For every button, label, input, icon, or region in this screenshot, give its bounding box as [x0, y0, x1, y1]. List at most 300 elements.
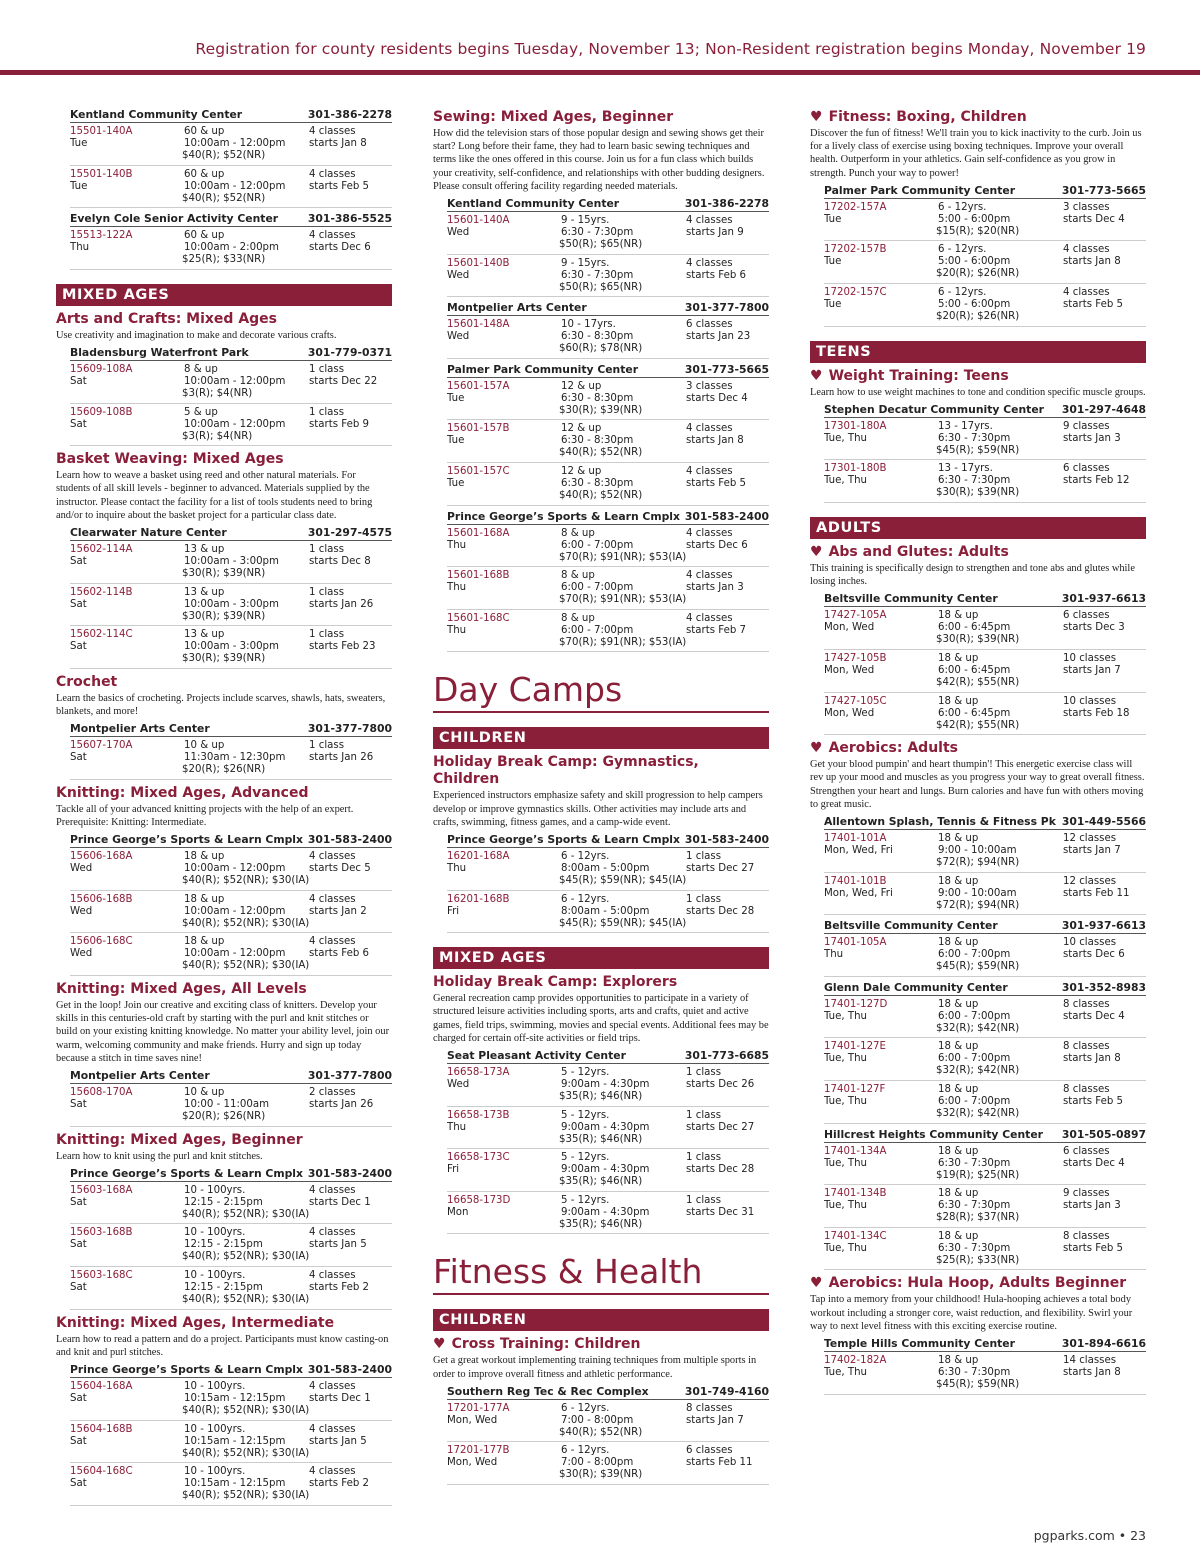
class-count: 9 classes [1063, 1188, 1110, 1200]
class-start: starts Dec 4 [1063, 213, 1125, 225]
program-title-text: Aerobics: Hula Hoop, Adults Beginner [828, 1275, 1127, 1292]
class-time: 6:30 - 7:30pm [938, 432, 1011, 444]
class-age: 10 - 100yrs. [184, 1466, 246, 1478]
class-age: 18 & up [938, 1041, 979, 1053]
class-time: 6:00 - 6:45pm [938, 622, 1011, 634]
class-fee: $19(R); $25(NR) [936, 1169, 1020, 1181]
class-count: 8 classes [1063, 1083, 1110, 1095]
class-time: 6:30 - 8:30pm [561, 392, 634, 404]
class-row [70, 1084, 392, 1127]
class-row [70, 541, 392, 584]
class-start: starts Jan 8 [686, 435, 744, 447]
section-band: CHILDREN [433, 1309, 769, 1331]
class-days: Thu [447, 539, 467, 551]
program-title-text: Basket Weaving: Mixed Ages [56, 451, 284, 468]
class-time: 6:00 - 6:45pm [938, 707, 1011, 719]
class-row [447, 463, 769, 506]
facility-header [447, 196, 769, 212]
category-heading: Fitness & Health [433, 1252, 769, 1295]
class-row [824, 241, 1146, 284]
class-row [824, 284, 1146, 327]
class-code[interactable]: 16201-168A [447, 850, 510, 862]
class-fee: $45(R); $59(NR); $45(IA) [559, 874, 687, 886]
facility-name: Stephen Decatur Community Center [824, 402, 1044, 416]
facility-name: Southern Reg Tec & Rec Complex [447, 1384, 649, 1398]
class-code[interactable]: 15601-168A [447, 527, 510, 539]
program-title [56, 311, 392, 328]
class-start: starts Jan 7 [1063, 844, 1121, 856]
program-description: Learn how to knit using the purl and knit stitches. [56, 1150, 263, 1162]
class-count: 4 classes [686, 465, 733, 477]
class-code[interactable]: 17401-105A [824, 937, 887, 949]
class-start: starts Dec 4 [1063, 1010, 1125, 1022]
class-age: 10 - 100yrs. [184, 1423, 246, 1435]
class-count: 3 classes [1063, 201, 1110, 213]
class-code[interactable]: 17401-134A [824, 1145, 887, 1157]
class-code[interactable]: 15608-170A [70, 1086, 133, 1098]
class-fee: $35(R); $46(NR) [559, 1176, 643, 1188]
class-time: 9:00am - 4:30pm [561, 1164, 650, 1176]
class-days: Tue [70, 180, 88, 192]
program-title [56, 1315, 392, 1332]
class-code[interactable]: 16658-173C [447, 1152, 510, 1164]
class-age: 8 & up [561, 527, 595, 539]
class-time: 6:30 - 8:30pm [561, 477, 634, 489]
class-days: Thu [70, 242, 90, 254]
class-days: Sat [70, 598, 87, 610]
facility-phone: 301-386-2278 [307, 108, 392, 121]
class-count: 6 classes [686, 319, 733, 331]
class-start: starts Dec 1 [309, 1392, 371, 1404]
class-row [70, 584, 392, 627]
class-days: Tue [824, 256, 842, 268]
class-fee: $35(R); $46(NR) [559, 1133, 643, 1145]
class-code[interactable]: 16201-168B [447, 893, 510, 905]
class-code[interactable]: 16658-173A [447, 1066, 510, 1078]
class-code[interactable]: 17401-101B [824, 875, 887, 887]
class-code[interactable]: 17201-177A [447, 1402, 510, 1414]
facility-header [824, 814, 1146, 830]
heart-icon: ♥ [433, 1336, 446, 1353]
facility-header [824, 980, 1146, 996]
class-days: Tue, Thu [824, 1053, 868, 1065]
class-age: 18 & up [938, 937, 979, 949]
class-code[interactable]: 17401-101A [824, 832, 887, 844]
class-start: starts Feb 2 [309, 1281, 370, 1293]
class-age: 9 - 15yrs. [561, 257, 610, 269]
facility-header [70, 721, 392, 737]
facility-header [447, 832, 769, 848]
class-code[interactable]: 17301-180A [824, 420, 887, 432]
class-code[interactable]: 15601-140B [447, 257, 510, 269]
class-age: 13 & up [184, 629, 225, 641]
class-code[interactable]: 15602-114B [70, 586, 133, 598]
section-band: TEENS [810, 341, 1146, 363]
facility-phone: 301-583-2400 [307, 1362, 392, 1376]
facility-name: Prince George’s Sports & Learn Cmplx [70, 1166, 303, 1180]
class-time: 6:30 - 7:30pm [938, 1157, 1011, 1169]
facility-header [824, 591, 1146, 607]
class-code[interactable]: 15601-157A [447, 380, 510, 392]
class-start: starts Jan 7 [1063, 664, 1121, 676]
class-days: Tue [824, 213, 842, 225]
class-start: starts Jan 8 [1063, 1366, 1121, 1378]
class-days: Fri [447, 905, 460, 917]
class-days: Tue, Thu [824, 1200, 868, 1212]
class-fee: $20(R); $26(NR) [182, 1110, 266, 1122]
class-row [824, 934, 1146, 977]
class-count: 1 class [309, 543, 345, 555]
class-start: starts Dec 8 [309, 555, 371, 567]
class-code[interactable]: 15602-114A [70, 543, 133, 555]
class-row [70, 1463, 392, 1506]
class-age: 5 - 12yrs. [561, 1066, 610, 1078]
header-rule [0, 70, 1200, 75]
class-code[interactable]: 15604-168A [70, 1380, 133, 1392]
program-title [56, 981, 392, 998]
class-code[interactable]: 15602-114C [70, 629, 133, 641]
class-count: 1 class [686, 1152, 722, 1164]
facility-name: Hillcrest Heights Community Center [824, 1127, 1043, 1141]
class-count: 4 classes [686, 570, 733, 582]
program-title-text: Cross Training: Children [451, 1336, 641, 1353]
class-fee: $72(R); $94(NR) [936, 899, 1020, 911]
program-description: Get in the loop! Join our creative and exciting class of knitters. Develop your skills in this centuries-old craft by starting with the purl and knit stitches or build on your existing knitting knowledge. No matter your ability level, join our warm, welcoming community and make friends. Hurry and sign up today because a stitch in time saves nine! [56, 999, 390, 1064]
class-start: starts Jan 5 [309, 1435, 367, 1447]
facility-header [70, 211, 392, 227]
class-start: starts Jan 8 [309, 138, 367, 149]
class-start: starts Dec 4 [686, 392, 748, 404]
facility-header [70, 1068, 392, 1084]
class-age: 10 & up [184, 1086, 225, 1098]
class-row [447, 1192, 769, 1235]
class-code[interactable]: 15601-168B [447, 570, 510, 582]
class-days: Sat [70, 1392, 87, 1404]
class-code[interactable]: 17202-157B [824, 244, 887, 256]
class-days: Tue, Thu [824, 1366, 868, 1378]
class-days: Mon, Wed, Fri [824, 887, 893, 899]
class-start: starts Jan 26 [309, 1098, 374, 1110]
class-code[interactable]: 17401-134B [824, 1188, 887, 1200]
class-count: 4 classes [1063, 244, 1110, 256]
class-fee: $32(R); $42(NR) [936, 1022, 1020, 1034]
facility-name: Evelyn Cole Senior Activity Center [70, 212, 279, 226]
class-fee: $45(R); $59(NR) [936, 1378, 1020, 1390]
facility-name: Beltsville Community Center [824, 919, 998, 933]
class-code[interactable]: 17201-177B [447, 1445, 510, 1457]
class-time: 6:00 - 7:00pm [938, 1095, 1011, 1107]
class-time: 6:30 - 7:30pm [938, 475, 1011, 487]
facility-header [824, 402, 1146, 418]
class-start: starts Feb 7 [686, 624, 747, 636]
facility-name: Glenn Dale Community Center [824, 980, 1008, 994]
section-band: MIXED AGES [433, 947, 769, 969]
class-time: 6:30 - 7:30pm [938, 1200, 1011, 1212]
class-code[interactable]: 15604-168C [70, 1466, 133, 1478]
class-count: 6 classes [1063, 610, 1110, 622]
class-row [70, 626, 392, 669]
class-age: 18 & up [938, 652, 979, 664]
class-code[interactable]: 15604-168B [70, 1423, 133, 1435]
class-row [824, 1081, 1146, 1124]
class-age: 18 & up [184, 893, 225, 905]
class-age: 9 - 15yrs. [561, 215, 610, 227]
class-count: 1 class [309, 740, 345, 752]
facility-phone: 301-937-6613 [1061, 919, 1146, 933]
class-code[interactable]: 15601-140A [447, 215, 510, 227]
class-start: starts Dec 3 [1063, 622, 1125, 634]
class-time: 7:00 - 8:00pm [561, 1457, 634, 1469]
class-fee: $30(R); $39(NR) [182, 567, 266, 579]
class-count: 8 classes [1063, 998, 1110, 1010]
class-count: 9 classes [1063, 420, 1110, 432]
class-time: 6:30 - 7:30pm [561, 269, 634, 281]
column-1 [56, 104, 392, 1506]
class-code[interactable]: 15606-168A [70, 851, 133, 863]
program-description: Learn how to use weight machines to tone and condition specific muscle groups. [810, 386, 1146, 398]
class-days: Tue [447, 435, 465, 447]
class-fee: $50(R); $65(NR) [559, 239, 643, 251]
class-fee: $28(R); $37(NR) [936, 1212, 1020, 1224]
program-description: Learn how to read a pattern and do a project. Participants must know casting-on and knit and purl stitches. [56, 1333, 389, 1358]
program-title [56, 451, 392, 468]
column-3 [810, 104, 1146, 1395]
class-fee: $25(R); $33(NR) [182, 254, 266, 266]
class-count: 8 classes [1063, 1230, 1110, 1242]
class-start: starts Jan 8 [1063, 1053, 1121, 1065]
class-days: Wed [70, 948, 93, 960]
class-age: 18 & up [184, 936, 225, 948]
facility-name: Montpelier Arts Center [447, 301, 587, 315]
class-count: 1 class [686, 1109, 722, 1121]
class-code[interactable]: 15606-168C [70, 936, 133, 948]
class-row [447, 525, 769, 568]
class-age: 10 - 100yrs. [184, 1227, 246, 1239]
class-row [824, 650, 1146, 693]
class-count: 1 class [309, 363, 345, 375]
class-days: Tue [447, 392, 465, 404]
class-age: 18 & up [938, 695, 979, 707]
class-code[interactable]: 17401-134C [824, 1230, 887, 1242]
class-start: starts Jan 5 [309, 1239, 367, 1251]
class-time: 12:15 - 2:15pm [184, 1239, 263, 1251]
class-row [447, 848, 769, 891]
class-code[interactable]: 15609-108A [70, 363, 133, 375]
class-count: 4 classes [309, 230, 356, 242]
class-time: 5:00 - 6:00pm [938, 299, 1011, 310]
class-fee: $30(R); $39(NR) [559, 404, 643, 416]
class-days: Wed [447, 331, 470, 343]
class-fee: $40(R); $52(NR) [559, 447, 643, 459]
class-code[interactable]: 17427-105B [824, 652, 887, 664]
facility-header [70, 1166, 392, 1182]
class-start: starts Jan 23 [686, 331, 751, 343]
class-start: starts Feb 11 [686, 1457, 753, 1469]
class-row [70, 737, 392, 780]
program-title-text: Knitting: Mixed Ages, Beginner [56, 1131, 303, 1148]
class-code[interactable]: 15501-140B [70, 168, 133, 180]
class-count: 4 classes [686, 527, 733, 539]
class-count: 1 class [309, 629, 345, 641]
class-row [447, 1442, 769, 1485]
class-row [824, 1038, 1146, 1081]
class-time: 6:00 - 7:00pm [561, 539, 634, 551]
class-row [70, 123, 392, 166]
program-description: Tackle all of your advanced knitting projects with the help of an expert. Prerequisite: Knitting: Intermediate. [56, 803, 354, 828]
class-fee: $45(R); $59(NR); $45(IA) [559, 917, 687, 929]
class-days: Sat [70, 375, 87, 387]
class-fee: $25(R); $33(NR) [936, 1254, 1020, 1266]
facility-name: Palmer Park Community Center [824, 183, 1016, 197]
facility-name: Prince George’s Sports & Learn Cmplx [70, 833, 303, 847]
class-days: Thu [824, 949, 844, 961]
class-days: Sat [70, 1281, 87, 1293]
class-code[interactable]: 15601-148A [447, 319, 510, 331]
class-fee: $42(R); $55(NR) [936, 676, 1020, 688]
class-time: 10:00am - 3:00pm [184, 598, 279, 610]
class-age: 12 & up [561, 465, 602, 477]
class-days: Fri [447, 1164, 460, 1176]
program-title [810, 740, 1146, 757]
heart-icon: ♥ [810, 367, 823, 384]
class-code[interactable]: 15601-168C [447, 612, 510, 624]
class-count: 10 classes [1063, 937, 1117, 949]
class-code[interactable]: 15603-168B [70, 1227, 133, 1239]
class-fee: $45(R); $59(NR) [936, 961, 1020, 973]
class-count: 6 classes [1063, 463, 1110, 475]
facility-phone: 301-505-0897 [1061, 1127, 1146, 1141]
class-days: Mon, Wed [824, 707, 875, 719]
program-title-text: Sewing: Mixed Ages, Beginner [433, 109, 674, 125]
class-fee: $40(R); $52(NR); $30(IA) [182, 875, 310, 887]
program-description: Get a great workout implementing training techniques from multiple sports in order to improve overall fitness and athletic performance. [433, 1355, 757, 1380]
class-time: 6:00 - 7:00pm [561, 582, 634, 594]
class-age: 18 & up [938, 998, 979, 1010]
class-time: 6:30 - 8:30pm [561, 435, 634, 447]
class-days: Sat [70, 555, 87, 567]
class-count: 4 classes [686, 215, 733, 227]
class-code[interactable]: 15603-168C [70, 1269, 133, 1281]
class-code[interactable]: 17427-105C [824, 695, 887, 707]
class-days: Thu [447, 862, 467, 874]
facility-header [447, 1384, 769, 1400]
class-start: starts Feb 5 [686, 477, 747, 489]
class-code[interactable]: 17202-157C [824, 287, 887, 298]
class-start: starts Dec 26 [686, 1078, 755, 1090]
class-fee: $60(R); $78(NR) [559, 343, 643, 355]
class-days: Wed [70, 863, 93, 875]
program-title [433, 754, 769, 788]
class-count: 10 classes [1063, 652, 1117, 664]
program-description: How did the television stars of those popular design and sewing shows get their start? Long before their fame, they had to learn basic sewing techniques and terms like the ones offered in this course. Join us for a fun class which builds your creativity, self-confidence, and relationships with other budding designers. Please consult offering facility regarding needed materials. [433, 128, 765, 192]
class-fee: $70(R); $91(NR); $53(IA) [559, 594, 687, 606]
class-time: 10:00am - 12:00pm [184, 180, 286, 192]
class-code[interactable]: 15601-157B [447, 423, 510, 435]
class-code[interactable]: 15501-140A [70, 126, 133, 137]
class-code[interactable]: 17401-127F [824, 1083, 886, 1095]
class-count: 12 classes [1063, 832, 1117, 844]
class-count: 8 classes [686, 1402, 733, 1414]
class-time: 9:00am - 4:30pm [561, 1078, 650, 1090]
program-title-text: Holiday Break Camp: Explorers [433, 974, 678, 991]
class-start: starts Dec 27 [686, 1121, 755, 1133]
class-count: 4 classes [309, 1423, 356, 1435]
facility-phone: 301-894-6616 [1061, 1336, 1146, 1350]
facility-name: Beltsville Community Center [824, 592, 998, 606]
class-row [824, 418, 1146, 461]
facility-name: Montpelier Arts Center [70, 722, 210, 736]
class-time: 9:00am - 4:30pm [561, 1206, 650, 1218]
class-start: starts Feb 5 [1063, 299, 1124, 310]
class-fee: $35(R); $46(NR) [559, 1218, 643, 1230]
class-code[interactable]: 15606-168B [70, 893, 133, 905]
class-days: Wed [70, 905, 93, 917]
class-fee: $40(R); $52(NR); $30(IA) [182, 1447, 310, 1459]
facility-header [70, 1362, 392, 1378]
class-time: 10:00am - 3:00pm [184, 555, 279, 567]
class-age: 5 - 12yrs. [561, 1194, 610, 1206]
class-row [447, 891, 769, 934]
facility-header [824, 183, 1146, 199]
class-time: 10:15am - 12:15pm [184, 1435, 286, 1447]
class-code[interactable]: 15601-157C [447, 465, 510, 477]
program-description: Learn the basics of crocheting. Projects include scarves, shawls, hats, sweaters, blankets, and more! [56, 692, 386, 717]
class-code[interactable]: 16658-173B [447, 1109, 510, 1121]
class-time: 6:30 - 7:30pm [938, 1366, 1011, 1378]
class-code[interactable]: 16658-173D [447, 1194, 511, 1206]
facility-phone: 301-386-2278 [684, 197, 769, 211]
class-fee: $40(R); $52(NR); $30(IA) [182, 1208, 310, 1220]
class-start: starts Dec 27 [686, 862, 755, 874]
class-row [70, 166, 392, 209]
class-code[interactable]: 17401-127E [824, 1041, 886, 1053]
class-code[interactable]: 17202-157A [824, 201, 887, 213]
facility-phone: 301-583-2400 [307, 1166, 392, 1180]
class-code[interactable]: 17427-105A [824, 610, 887, 622]
class-fee: $35(R); $46(NR) [559, 1090, 643, 1102]
class-fee: $30(R); $39(NR) [936, 634, 1020, 646]
heart-icon: ♥ [810, 109, 823, 125]
program-title [810, 109, 1146, 126]
class-code[interactable]: 17401-127D [824, 998, 888, 1010]
class-fee: $40(R); $52(NR) [559, 489, 643, 501]
class-row [70, 1224, 392, 1267]
class-count: 6 classes [686, 1445, 733, 1457]
class-code[interactable]: 17301-180B [824, 463, 887, 475]
class-age: 8 & up [561, 570, 595, 582]
facility-name: Kentland Community Center [447, 197, 620, 211]
class-code[interactable]: 15609-108B [70, 406, 133, 418]
facility-header [447, 1048, 769, 1064]
class-code[interactable]: 17402-182A [824, 1354, 887, 1366]
class-days: Mon, Wed, Fri [824, 844, 893, 856]
class-age: 13 - 17yrs. [938, 463, 993, 475]
class-count: 1 class [686, 850, 722, 862]
class-start: starts Jan 3 [686, 582, 744, 594]
facility-header [824, 1127, 1146, 1143]
class-code[interactable]: 15513-122A [70, 230, 133, 242]
class-count: 3 classes [686, 380, 733, 392]
class-code[interactable]: 15607-170A [70, 740, 133, 752]
program-title [433, 974, 769, 991]
facility-name: Clearwater Nature Center [70, 525, 227, 539]
class-days: Sat [70, 641, 87, 653]
class-age: 18 & up [938, 832, 979, 844]
class-count: 4 classes [1063, 287, 1110, 298]
class-time: 5:00 - 6:00pm [938, 256, 1011, 268]
class-age: 8 & up [561, 612, 595, 624]
class-code[interactable]: 15603-168A [70, 1184, 133, 1196]
